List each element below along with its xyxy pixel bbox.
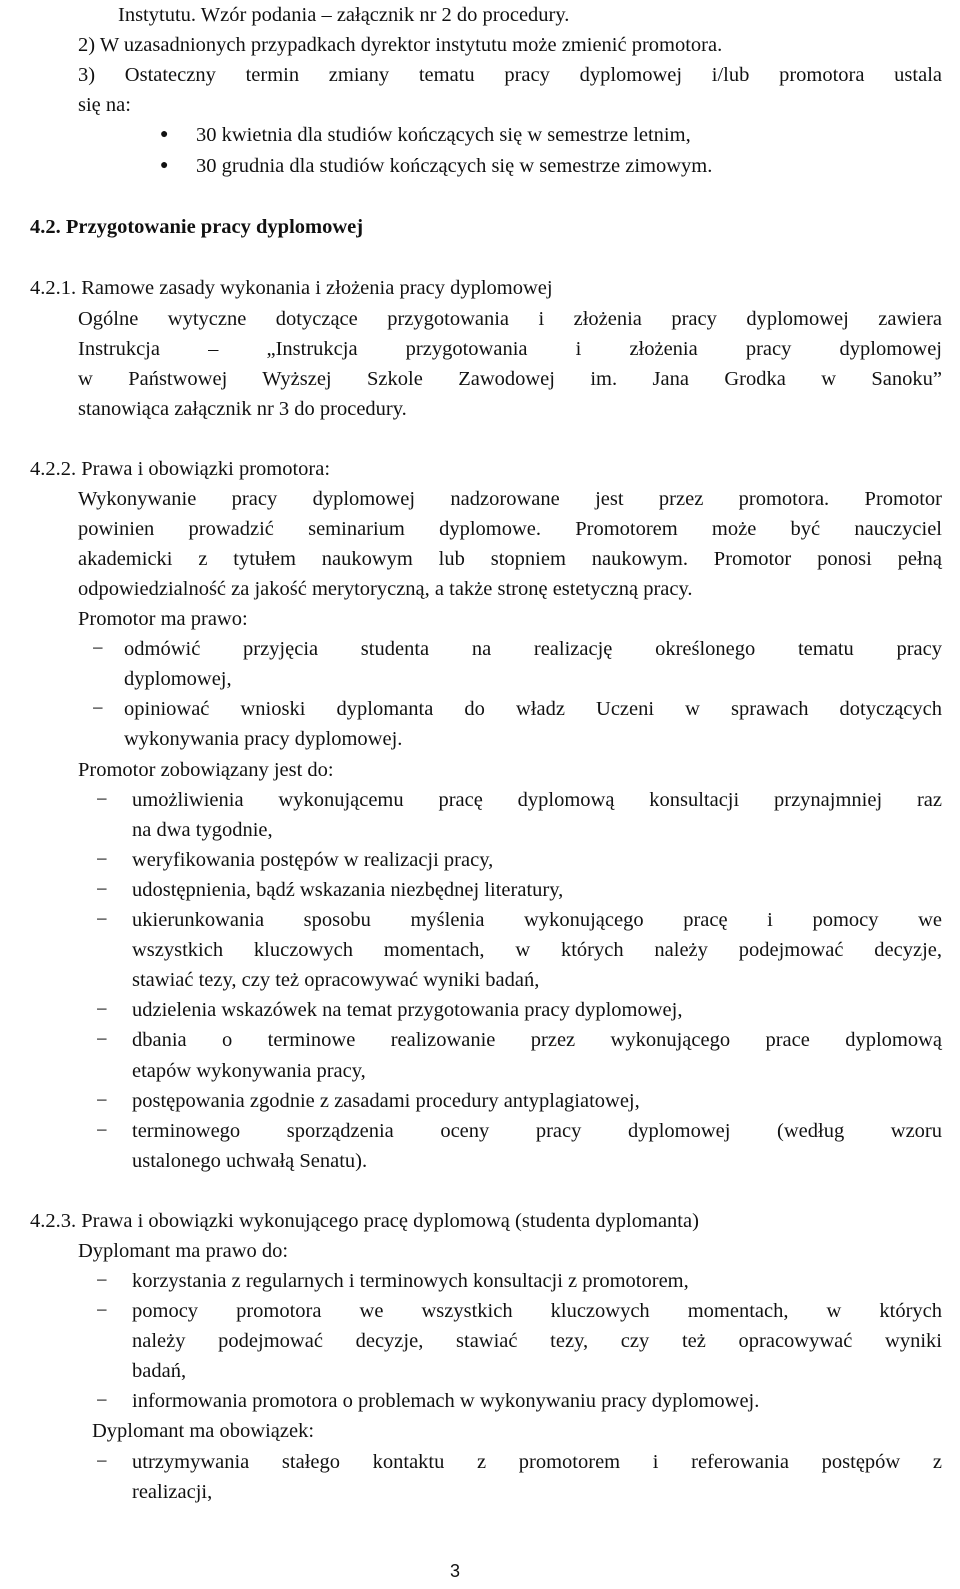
bullet-icon: ● <box>160 158 169 173</box>
list-item: informowania promotora o problemach w wykonywaniu pracy dyplomowej. <box>132 1390 760 1412</box>
section-heading: 4.2. Przygotowanie pracy dyplomowej <box>30 216 364 238</box>
dash-icon: − <box>96 1270 108 1292</box>
text-line: odpowiedzialność za jakość merytoryczną, a także stronę estetyczną pracy. <box>78 578 693 600</box>
list-item: weryfikowania postępów w realizacji pracy, <box>132 849 494 871</box>
list-item-cont: realizacji, <box>132 1481 213 1503</box>
list-item: umożliwienia wykonującemu pracę dyplomową konsultacji przynajmniej raz <box>132 789 942 811</box>
dash-icon: − <box>96 1090 108 1112</box>
list-item-cont: wszystkich kluczowych momentach, w których należy podejmować decyzje, <box>132 939 942 961</box>
list-item: ukierunkowania sposobu myślenia wykonującego pracę i pomocy we <box>132 909 942 931</box>
list-item-cont: wykonywania pracy dyplomowej. <box>124 728 403 750</box>
list-item: udzielenia wskazówek na temat przygotowania pracy dyplomowej, <box>132 999 683 1021</box>
text-line: Ogólne wytyczne dotyczące przygotowania i złożenia pracy dyplomowej zawiera <box>78 308 942 330</box>
list-item-cont: badań, <box>132 1360 187 1382</box>
dash-icon: − <box>96 1029 108 1051</box>
dash-icon: − <box>96 789 108 811</box>
list-item: dbania o terminowe realizowanie przez wykonującego prace dyplomową <box>132 1029 942 1051</box>
dash-icon: − <box>96 1390 108 1412</box>
text-line: stanowiąca załącznik nr 3 do procedury. <box>78 398 407 420</box>
list-item: postępowania zgodnie z zasadami procedury antyplagiatowej, <box>132 1090 640 1112</box>
dash-icon: − <box>96 849 108 871</box>
list-item-cont: dyplomowej, <box>124 668 232 690</box>
list-item-cont: na dwa tygodnie, <box>132 819 273 841</box>
list-item-cont: należy podejmować decyzje, stawiać tezy, czy też opracowywać wyniki <box>132 1330 942 1352</box>
list-item-3: 3) Ostateczny termin zmiany tematu pracy dyplomowej i/lub promotora ustala <box>78 64 942 86</box>
subsection-heading: 4.2.3. Prawa i obowiązki wykonującego pracę dyplomową (studenta dyplomanta) <box>30 1210 699 1232</box>
list-item: korzystania z regularnych i terminowych konsultacji z promotorem, <box>132 1270 689 1292</box>
subsection-heading: 4.2.2. Prawa i obowiązki promotora: <box>30 458 331 480</box>
text-line: się na: <box>78 94 131 116</box>
bullet-icon: ● <box>160 127 169 142</box>
text-line: Wykonywanie pracy dyplomowej nadzorowane jest przez promotora. Promotor <box>78 488 942 510</box>
list-item: odmówić przyjęcia studenta na realizację określonego tematu pracy <box>124 638 942 660</box>
dash-icon: − <box>96 999 108 1021</box>
list-item-2: 2) W uzasadnionych przypadkach dyrektor instytutu może zmienić promotora. <box>78 34 723 56</box>
list-item-cont: etapów wykonywania pracy, <box>132 1060 366 1082</box>
text-line: Instrukcja – „Instrukcja przygotowania i złożenia pracy dyplomowej <box>78 338 942 360</box>
list-item: opiniować wnioski dyplomanta do władz Uczeni w sprawach dotyczących <box>124 698 942 720</box>
dash-icon: − <box>96 909 108 931</box>
dash-icon: − <box>96 1451 108 1473</box>
list-item: pomocy promotora we wszystkich kluczowych momentach, w których <box>132 1300 942 1322</box>
dash-icon: − <box>96 879 108 901</box>
text-line: Dyplomant ma prawo do: <box>78 1240 289 1262</box>
bullet-item: 30 grudnia dla studiów kończących się w semestrze zimowym. <box>196 155 713 177</box>
dash-icon: − <box>92 638 104 660</box>
text-line: akademicki z tytułem naukowym lub stopniem naukowym. Promotor ponosi pełną <box>78 548 942 570</box>
list-item: udostępnienia, bądź wskazania niezbędnej literatury, <box>132 879 564 901</box>
subsection-heading: 4.2.1. Ramowe zasady wykonania i złożenia pracy dyplomowej <box>30 277 553 299</box>
bullet-item: 30 kwietnia dla studiów kończących się w semestrze letnim, <box>196 124 691 146</box>
text-line: Dyplomant ma obowiązek: <box>92 1420 315 1442</box>
list-item: utrzymywania stałego kontaktu z promotorem i referowania postępów z <box>132 1451 942 1473</box>
text-line: Promotor zobowiązany jest do: <box>78 759 334 781</box>
page-number: 3 <box>449 1561 460 1581</box>
list-item-cont: ustalonego uchwałą Senatu). <box>132 1150 368 1172</box>
dash-icon: − <box>92 698 104 720</box>
text-line: Instytutu. Wzór podania – załącznik nr 2 do procedury. <box>118 4 570 26</box>
dash-icon: − <box>96 1300 108 1322</box>
list-item: terminowego sporządzenia oceny pracy dyplomowej (według wzoru <box>132 1120 942 1142</box>
text-line: Promotor ma prawo: <box>78 608 248 630</box>
text-line: powinien prowadzić seminarium dyplomowe. Promotorem może być nauczyciel <box>78 518 942 540</box>
text-line: w Państwowej Wyższej Szkole Zawodowej im. Jana Grodka w Sanoku” <box>78 368 942 390</box>
dash-icon: − <box>96 1120 108 1142</box>
list-item-cont: stawiać tezy, czy też opracowywać wyniki badań, <box>132 969 540 991</box>
